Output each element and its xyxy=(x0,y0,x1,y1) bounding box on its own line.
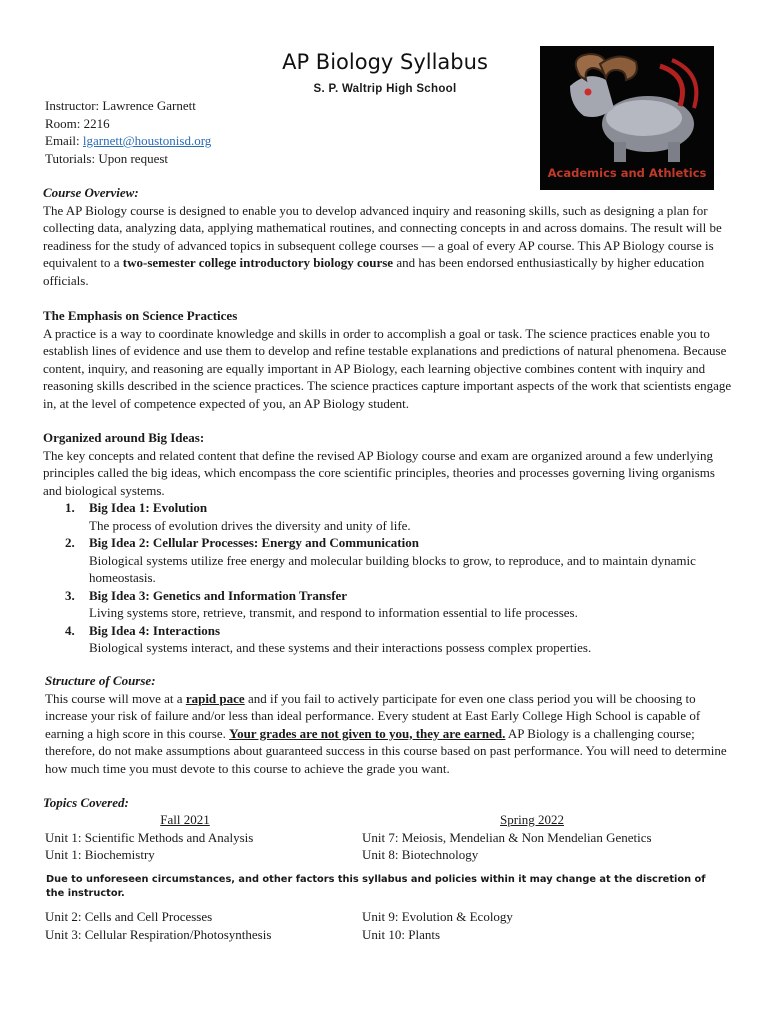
spring-unit: Unit 8: Biotechnology xyxy=(362,847,479,862)
email-link[interactable]: lgarnett@houstonisd.org xyxy=(82,133,212,148)
big-ideas-heading: Organized around Big Ideas: xyxy=(43,430,205,445)
list-number: 3. xyxy=(65,587,75,603)
course-overview-section xyxy=(43,184,733,289)
structure-section xyxy=(45,672,729,777)
structure-text-part: AP Biology is a challenging course; therefore, do not make assumptions about guaranteed success in this course based on past performance. You will need to determine how much time you must devote to this course to achieve the grade you want. xyxy=(45,725,727,776)
list-number: 1. xyxy=(65,500,75,515)
page-title: AP Biology Syllabus xyxy=(282,50,488,74)
big-ideas-section xyxy=(43,429,733,657)
fall-unit: Unit 3: Cellular Respiration/Photosynthesis xyxy=(45,926,272,942)
spring-column-bottom xyxy=(362,908,722,943)
big-idea-title: Big Idea 3: Genetics and Information Transfer xyxy=(89,587,348,603)
structure-text xyxy=(45,690,729,778)
spring-semester-label: Spring 2022 xyxy=(500,812,564,827)
grades-earned-emphasis: Your grades are not given to you, they are earned. xyxy=(229,725,506,741)
list-number: 4. xyxy=(65,622,75,638)
big-idea-title: Big Idea 4: Interactions xyxy=(89,622,221,638)
fall-unit: Unit 2: Cells and Cell Processes xyxy=(45,909,213,924)
fall-semester-label: Fall 2021 xyxy=(160,812,210,827)
instructor-info xyxy=(45,97,211,167)
instructor-tutorials: Tutorials: Upon request xyxy=(45,150,169,166)
overview-text-part: The AP Biology course is designed to enable you to develop advanced inquiry and reasoning skills, such as designing a plan for collecting data, analyzing data, applying mathematical routines, and connecting concepts in and across domains. The result will be readiness for the study of advanced topics in subsequent college courses — a goal of every AP course. This AP Biology course is equivalent to a xyxy=(43,202,722,270)
big-idea-desc: The process of evolution drives the diversity and unity of life. xyxy=(89,517,411,533)
list-item xyxy=(65,587,733,622)
ram-mascot-icon xyxy=(540,46,714,190)
overview-text-end: and has been endorsed enthusiastically by higher education officials. xyxy=(43,255,705,288)
fall-unit: Unit 1: Scientific Methods and Analysis xyxy=(45,829,254,845)
fall-column-bottom xyxy=(45,908,345,943)
structure-text-part: and if you fail to actively participate for even one class period you will be choosing to increase your risk of failure and/or less than ideal performance. Every student at East Early College High School is capable of earning a high score in this course. xyxy=(45,690,701,741)
topics-columns-bottom xyxy=(45,908,725,948)
topics-heading-block xyxy=(43,794,733,812)
email-label: Email: xyxy=(45,133,83,148)
list-item xyxy=(65,499,733,534)
big-idea-desc: Biological systems interact, and these systems and their interactions possess complex properties. xyxy=(89,640,592,655)
instructor-email-line xyxy=(45,132,211,150)
fall-unit: Unit 1: Biochemistry xyxy=(45,847,155,862)
emphasis-section xyxy=(43,307,733,412)
big-idea-title: Big Idea 2: Cellular Processes: Energy and Communication xyxy=(89,535,419,550)
school-logo xyxy=(540,46,714,190)
school-name: S. P. Waltrip High School xyxy=(313,83,457,95)
big-ideas-intro: The key concepts and related content that define the revised AP Biology course and exam are organized around a few underlying principles called the big ideas, which encompass the core scientific principles, theories and processes governing living organisms and biological systems. xyxy=(43,447,715,498)
list-item xyxy=(65,622,733,657)
course-overview-text xyxy=(43,202,733,290)
big-idea-desc: Biological systems utilize free energy and molecular building blocks to grow, to reproduce, and to maintain dynamic homeostasis. xyxy=(89,552,696,585)
emphasis-heading: The Emphasis on Science Practices xyxy=(43,308,238,323)
spring-column xyxy=(362,811,722,864)
logo-caption: Academics and Athletics xyxy=(547,166,707,180)
emphasis-text: A practice is a way to coordinate knowledge and skills in order to accomplish a goal or task. The science practices enable you to establish lines of evidence and use them to develop and refine testable explanations and predictions of natural phenomena. Because content, inquiry, and reasoning are equally important in AP Biology, each learning objective combines content with inquiry and reasoning skills described in the science practices. The science practices capture important aspects of the work that scientists engage in, at the level of competence expected of you, an AP Biology student. xyxy=(43,325,732,411)
fall-column xyxy=(45,811,345,864)
structure-heading: Structure of Course: xyxy=(45,673,156,688)
spring-unit: Unit 10: Plants xyxy=(362,926,441,942)
list-item xyxy=(65,534,733,587)
big-ideas-list xyxy=(43,499,733,657)
overview-bold-text: two-semester college introductory biology course xyxy=(122,255,394,270)
structure-text-part: This course will move at a xyxy=(45,690,186,706)
list-number: 2. xyxy=(65,535,75,550)
big-idea-desc: Living systems store, retrieve, transmit, and respond to information essential to life processes. xyxy=(89,605,578,620)
topics-heading: Topics Covered: xyxy=(43,795,129,810)
change-notice: Due to unforeseen circumstances, and other factors this syllabus and policies within it may change at the discretion of the instructor. xyxy=(46,874,706,899)
rapid-pace-emphasis: rapid pace xyxy=(185,690,245,706)
topics-columns-top xyxy=(45,811,725,871)
instructor-name: Instructor: Lawrence Garnett xyxy=(45,98,196,113)
big-idea-title: Big Idea 1: Evolution xyxy=(89,500,208,515)
spring-unit: Unit 7: Meiosis, Mendelian & Non Mendelian Genetics xyxy=(362,829,652,845)
spring-unit: Unit 9: Evolution & Ecology xyxy=(362,909,513,924)
course-overview-heading: Course Overview: xyxy=(43,185,139,200)
instructor-room: Room: 2216 xyxy=(45,115,110,131)
